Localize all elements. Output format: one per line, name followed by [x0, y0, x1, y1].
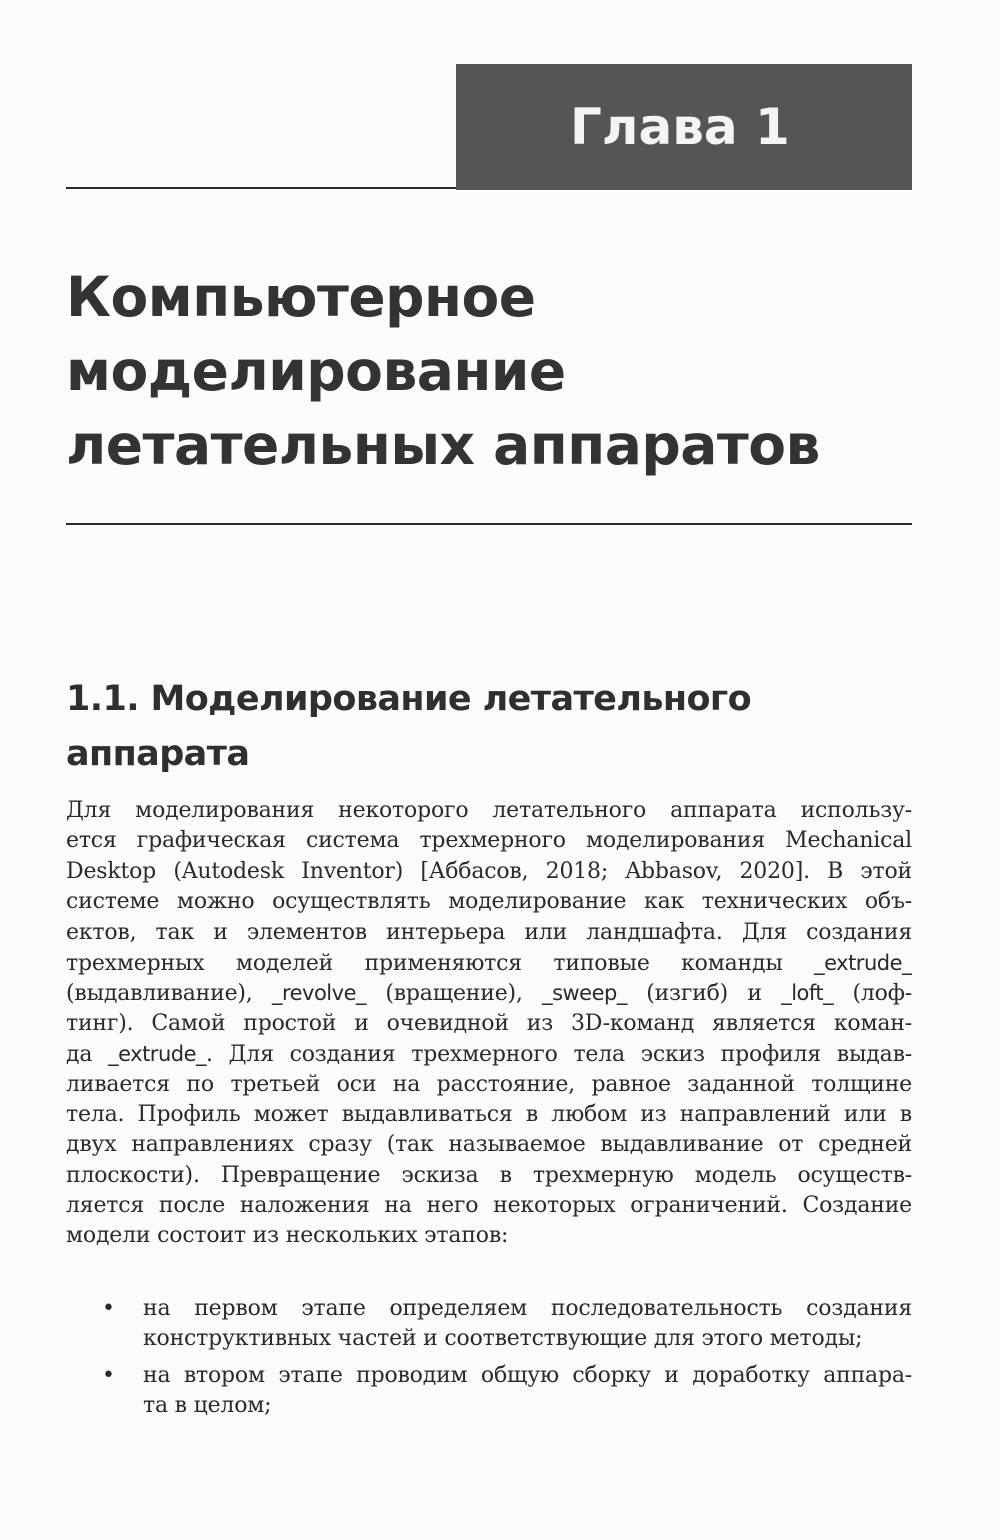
text-line: системе можно осуществлять моделирование как технических объ- [66, 889, 912, 915]
text-line: на первом этапе определяем последовательность создания [143, 1296, 912, 1321]
text-line [66, 1039, 912, 1069]
chapter-label: Глава 1 [570, 98, 790, 156]
bullet-icon: • [102, 1296, 115, 1321]
text-run: да [66, 1042, 109, 1068]
command-extrude: _extrude_ [814, 950, 912, 975]
command-loft: _loft_ [781, 981, 834, 1006]
text-line [66, 978, 912, 1008]
bullet-icon: • [102, 1362, 115, 1388]
command-revolve: _revolve_ [271, 981, 366, 1006]
section-heading [66, 672, 926, 782]
title-underline-rule [66, 523, 912, 525]
text-line: ется графическая система трехмерного моделирования Mechanical [66, 828, 912, 854]
text-line [66, 948, 912, 978]
chapter-title-line: Компьютерное [66, 265, 536, 329]
text-line: плоскости). Превращение эскиза в трехмерную модель осуществ- [66, 1162, 912, 1188]
text-line: двух направлениях сразу (так называемое выдавливание от средней [66, 1132, 912, 1158]
body-paragraph [66, 796, 912, 1252]
text-line: тинг). Самой простой и очевидной из 3D-команд является коман- [66, 1010, 912, 1036]
chapter-title-line: моделирование [66, 339, 566, 403]
text-line: ливается по третьей оси на расстояние, равное заданной толщине [66, 1071, 912, 1097]
section-heading-line: 1.1. Моделирование летательного [66, 679, 752, 719]
text-run: . Для создания трехмерного тела эскиз профиля выдав- [206, 1042, 912, 1068]
text-line: Для моделирования некоторого летательного аппарата использу- [66, 798, 912, 823]
chapter-label-box [456, 64, 912, 190]
section-heading-line: аппарата [66, 734, 250, 774]
text-line: на втором этапе проводим общую сборку и доработку аппара- [143, 1362, 912, 1388]
text-line: Desktop (Autodesk Inventor) [Аббасов, 2018; Abbasov, 2020]. В этой [66, 858, 912, 884]
text-line: та в целом; [143, 1393, 272, 1419]
text-line: ляется после наложения на него некоторых ограничений. Создание [66, 1193, 912, 1219]
text-run: (вращение), [366, 981, 543, 1007]
list-item [66, 1361, 912, 1422]
text-line: модели состоит из нескольких этапов: [66, 1223, 509, 1249]
text-line: ектов, так и элементов интерьера или ландшафта. Для создания [66, 919, 912, 945]
top-rule [66, 187, 456, 189]
text-run: трехмерных моделей применяются типовые команды [66, 950, 815, 976]
chapter-title-line: летательных аппаратов [66, 413, 820, 477]
bullet-list [66, 1294, 912, 1428]
text-run: (лоф- [833, 981, 912, 1007]
list-item [66, 1294, 912, 1355]
text-run: (выдавливание), [66, 981, 272, 1007]
text-line: конструктивных частей и соответствующие для этого методы; [143, 1326, 863, 1352]
chapter-title [66, 260, 926, 482]
text-run: (изгиб) и [626, 981, 782, 1007]
command-sweep: _sweep_ [542, 981, 627, 1006]
command-extrude: _extrude_ [108, 1042, 206, 1067]
text-line: тела. Профиль может выдавливаться в любом из направлений или в [66, 1101, 912, 1127]
